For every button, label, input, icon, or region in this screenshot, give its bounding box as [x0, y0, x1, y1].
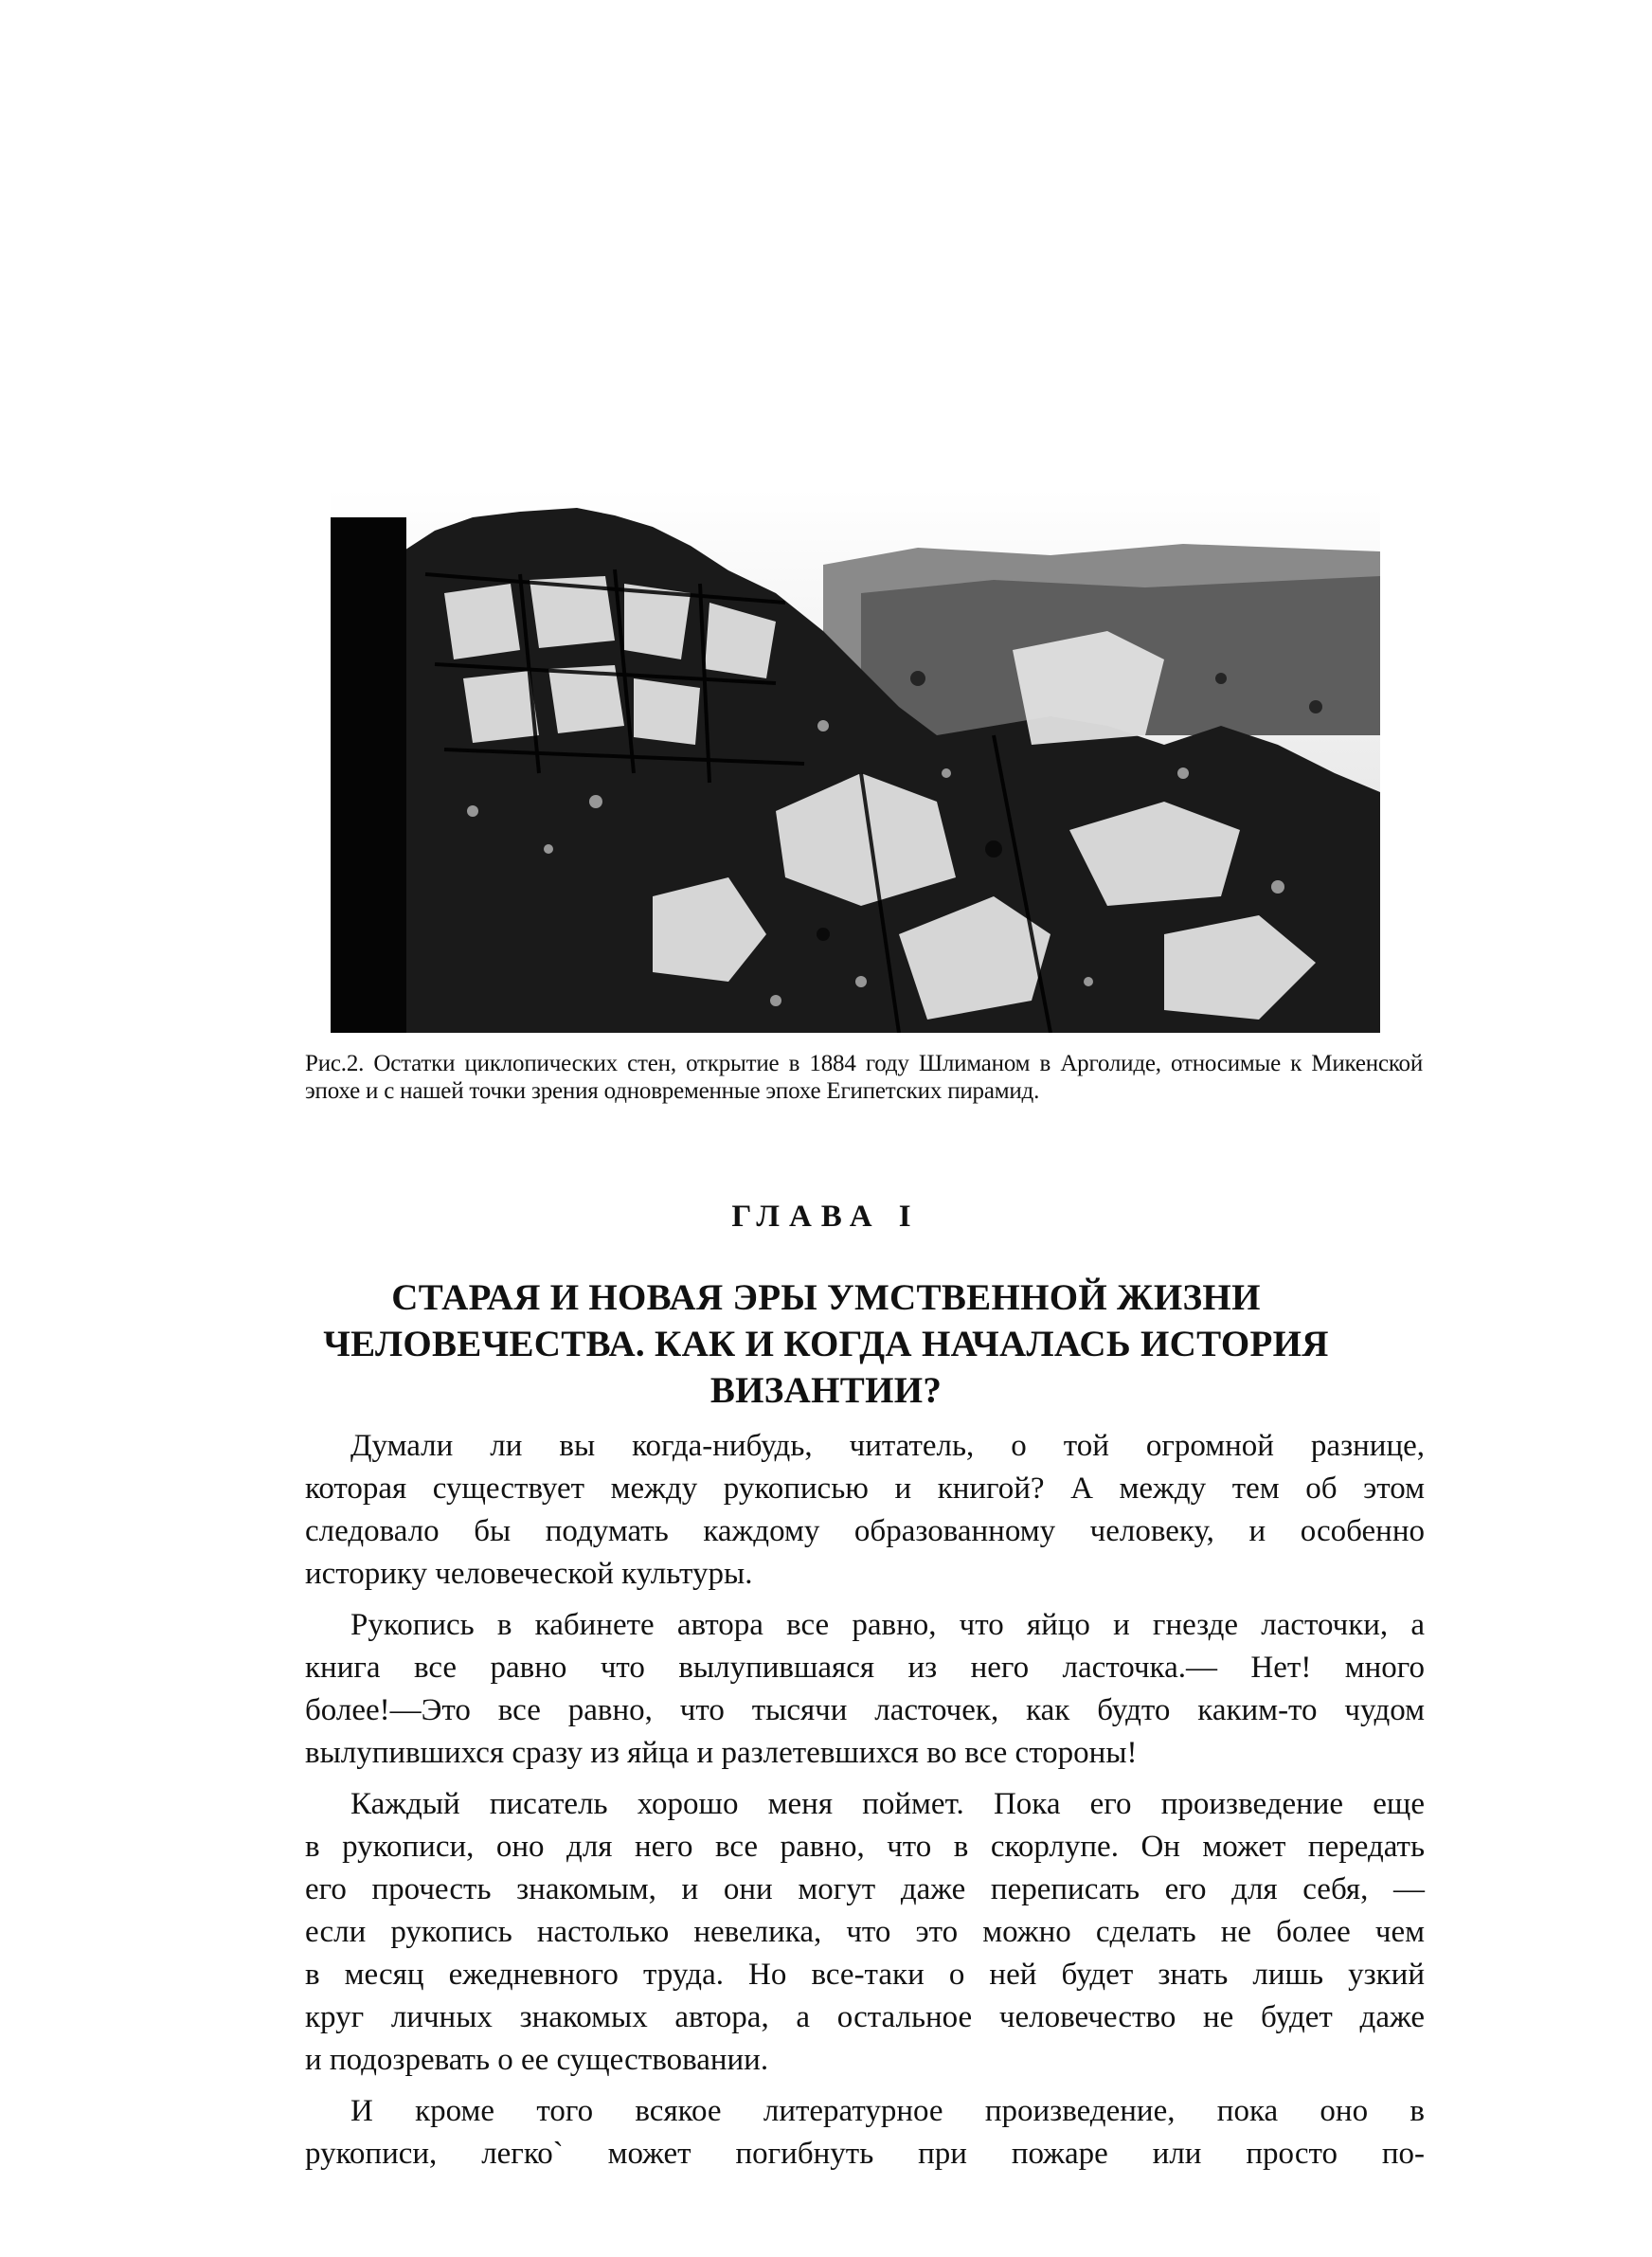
text-line: Каждый писатель хорошо меня поймет. Пока его произведение еще	[350, 1787, 1425, 1821]
text-line: более!—Это все равно, что тысячи ласточек, как будто каким-то чудом	[305, 1693, 1425, 1727]
paragraph	[305, 1783, 1425, 2082]
text-line: в рукописи, оно для него все равно, что в скорлупе. Он может передать	[305, 1830, 1425, 1864]
text-line: книга все равно что вылупившаяся из него ласточка.— Нет! много	[305, 1651, 1425, 1685]
figure-caption: Рис.2. Остатки циклопических стен, открытие в 1884 году Шлиманом в Арголиде, относимые к Микенской эпохе и с нашей точки зрения одновременные эпохе Египетских пирамид.	[305, 1051, 1423, 1104]
text-line: Рукопись в кабинете автора все равно, что яйцо и гнезде ласточки, а	[350, 1608, 1425, 1642]
body-text	[305, 1425, 1425, 2184]
text-line: историку человеческой культуры.	[305, 1557, 753, 1591]
chapter-title-line: ЧЕЛОВЕЧЕСТВА. КАК И КОГДА НАЧАЛАСЬ ИСТОРИЯ	[323, 1324, 1329, 1364]
text-line: и подозревать о ее существовании.	[305, 2043, 769, 2077]
cyclopean-walls-photo	[331, 489, 1380, 1033]
text-line: в месяц ежедневного труда. Но все-таки о ней будет знать лишь узкий	[305, 1958, 1425, 1992]
chapter-title-line: ВИЗАНТИИ?	[709, 1370, 943, 1411]
text-line: которая существует между рукописью и книгой? А между тем об этом	[305, 1472, 1425, 1506]
paragraph	[305, 2090, 1425, 2176]
text-line: рукописи, легко` может погибнуть при пожаре или просто по-	[305, 2137, 1425, 2171]
chapter-label: ГЛАВА I	[731, 1200, 921, 1234]
text-line: И кроме того всякое литературное произведение, пока оно в	[350, 2094, 1425, 2128]
text-line: следовало бы подумать каждому образованному человеку, и особенно	[305, 1514, 1425, 1548]
chapter-title-line: СТАРАЯ И НОВАЯ ЭРЫ УМСТВЕННОЙ ЖИЗНИ	[391, 1277, 1261, 1318]
text-line: если рукопись настолько невелика, что это можно сделать не более чем	[305, 1915, 1425, 1949]
paragraph	[305, 1425, 1425, 1596]
paragraph	[305, 1604, 1425, 1775]
text-line: Думали ли вы когда-нибудь, читатель, о той огромной разнице,	[350, 1429, 1425, 1463]
photo-illustration	[331, 489, 1380, 1033]
text-line: его прочесть знакомым, и они могут даже переписать его для себя, —	[305, 1872, 1425, 1906]
text-line: вылупившихся сразу из яйца и разлетевшихся во все стороны!	[305, 1736, 1138, 1770]
chapter-title	[284, 1274, 1368, 1414]
text-line: круг личных знакомых автора, а остальное человечество не будет даже	[305, 2000, 1425, 2034]
